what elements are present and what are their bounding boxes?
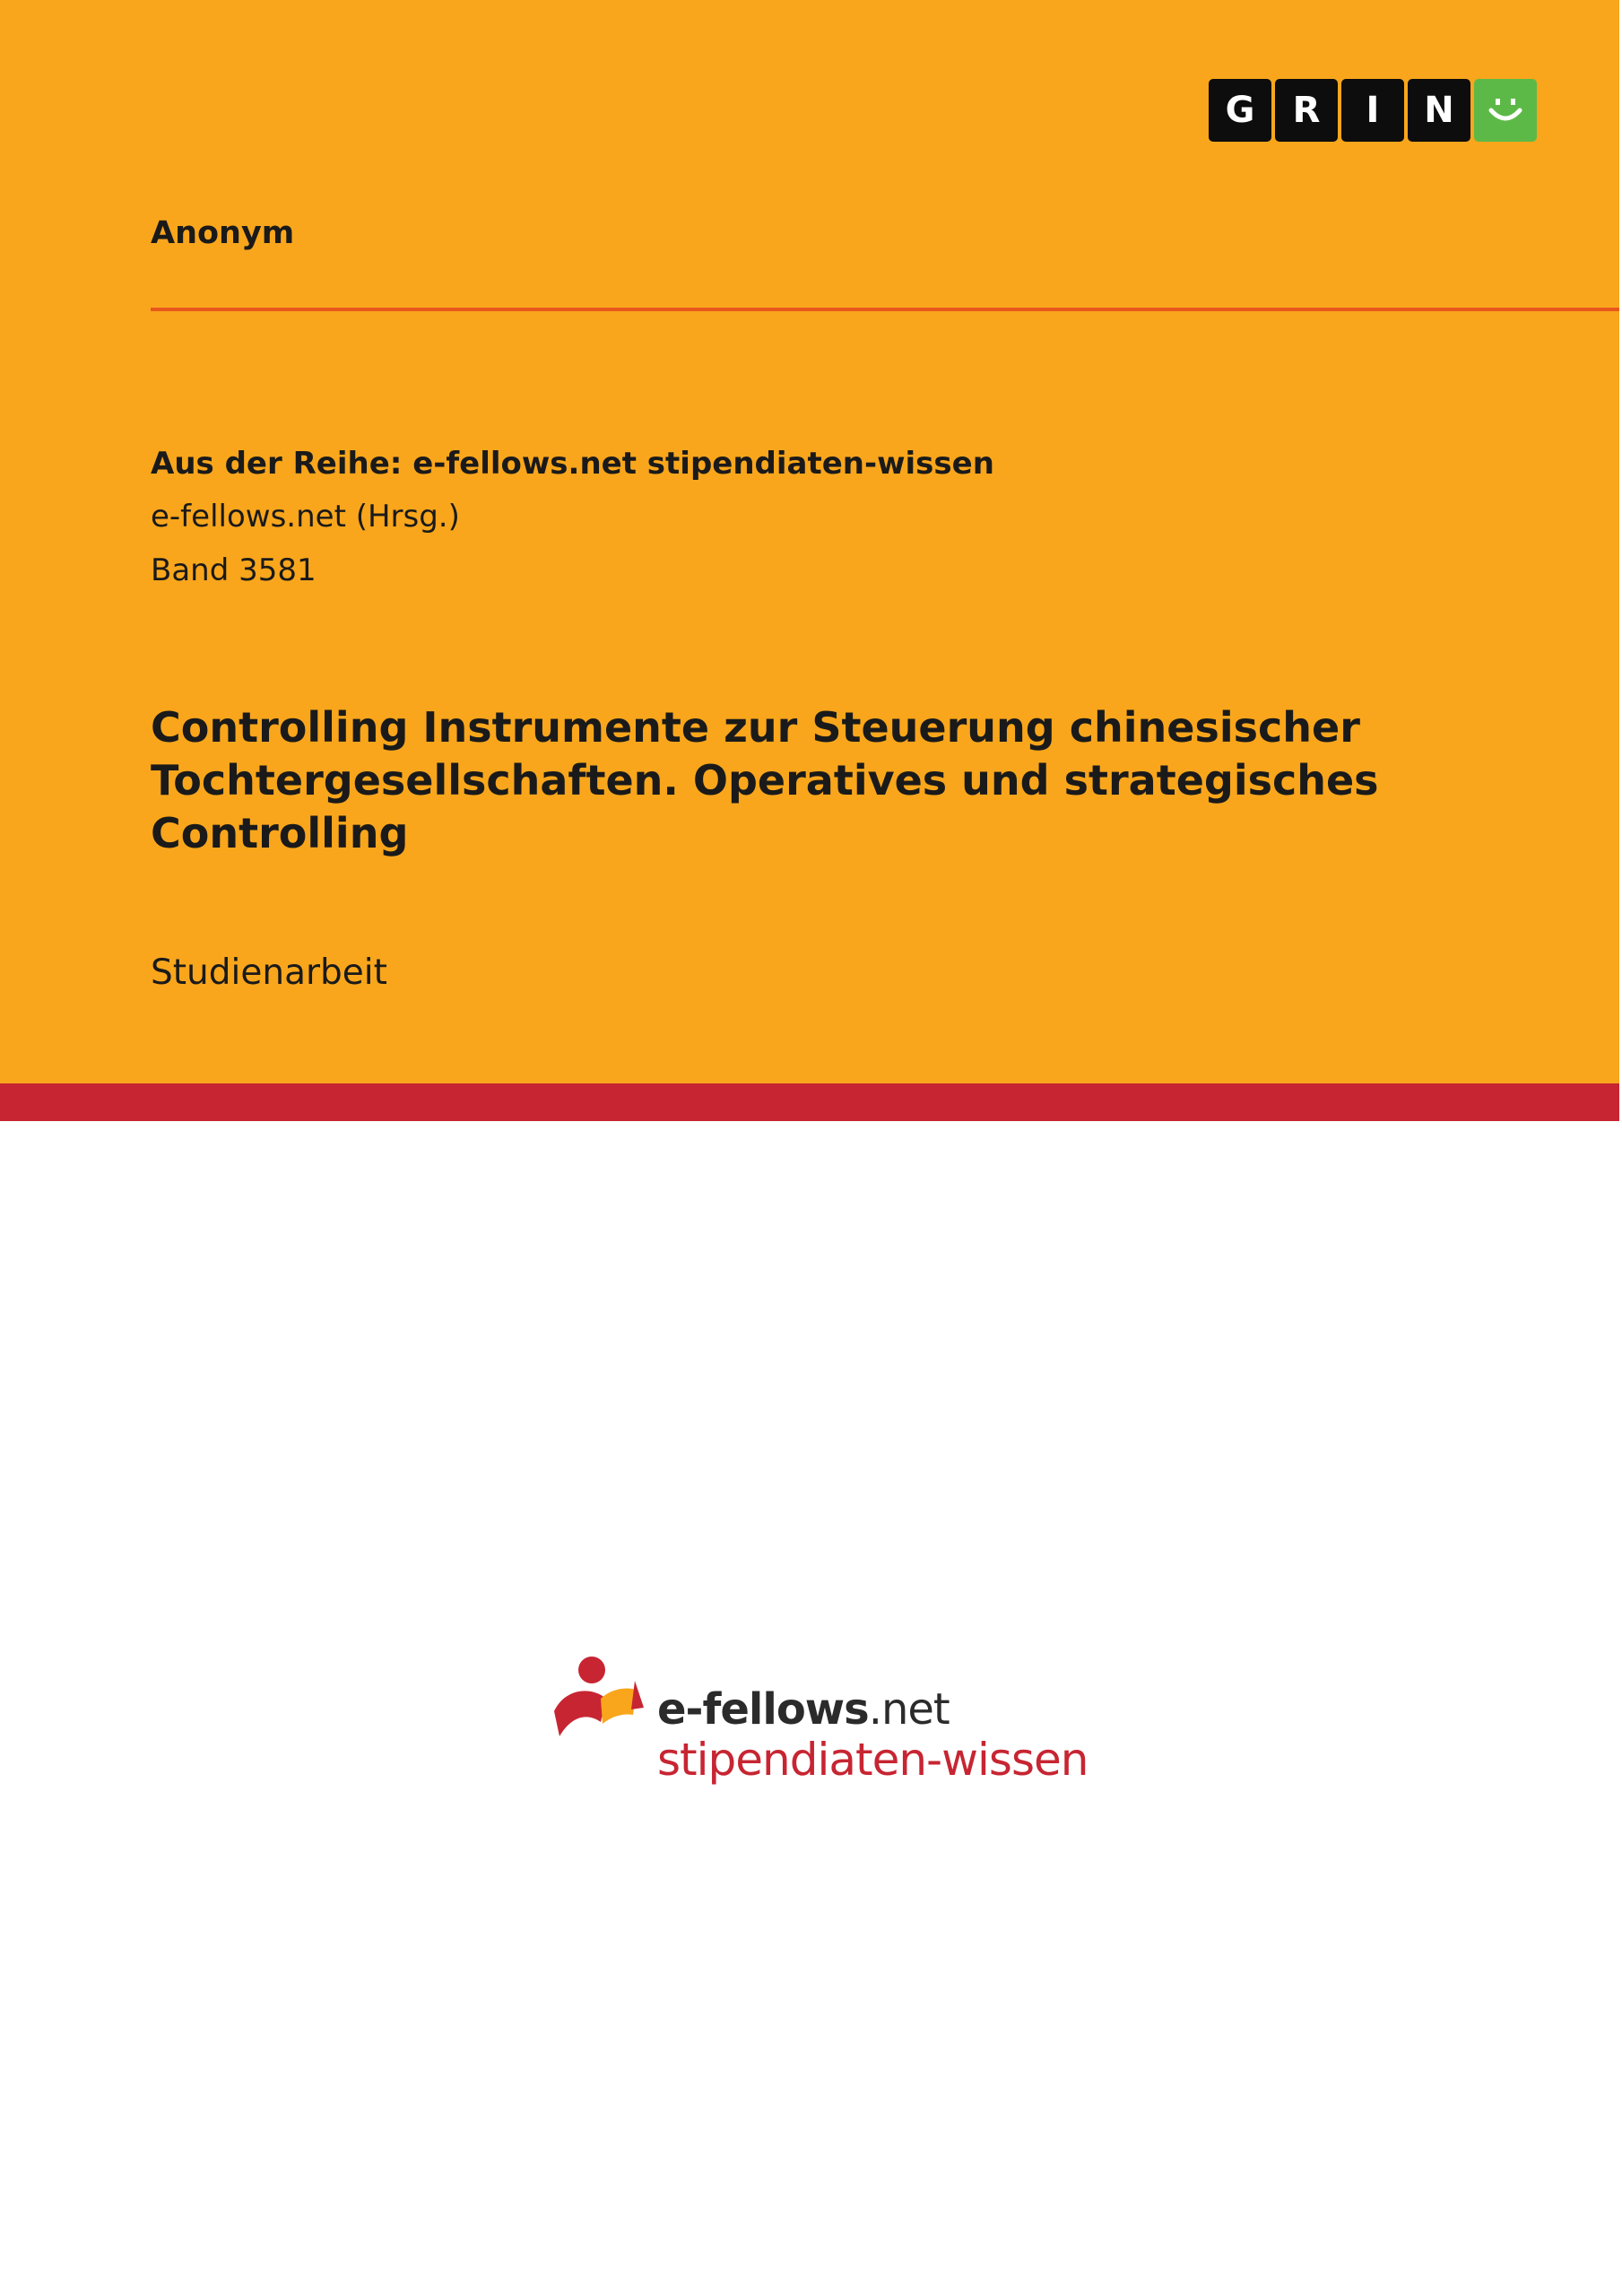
series-editor: e-fellows.net (Hrsg.) [151, 499, 460, 535]
grin-letter-r: R [1275, 79, 1338, 142]
efellows-logo [547, 1650, 1089, 1794]
grin-letter-g: G [1209, 79, 1271, 142]
cover-background [0, 0, 1619, 1083]
author-name: Anonym [151, 215, 295, 251]
document-title: Controlling Instrumente zur Steuerung chinesischer Tochtergesellschaften. Operatives und strategisches Controlling [151, 703, 1379, 857]
document-type: Studienarbeit [151, 952, 387, 993]
efellows-mark-icon [547, 1650, 647, 1751]
grin-logo [1209, 79, 1537, 142]
efellows-tagline: stipendiaten-wissen [657, 1734, 1089, 1786]
series-volume: Band 3581 [151, 552, 317, 588]
series-line: Aus der Reihe: e-fellows.net stipendiaten-wissen [151, 446, 994, 482]
divider-line [151, 308, 1619, 311]
efellows-name-bold: e-fellows [657, 1684, 869, 1735]
smiley-icon [1474, 79, 1537, 142]
efellows-name-suffix: .net [868, 1684, 950, 1735]
grin-letter-n: N [1408, 79, 1470, 142]
efellows-name [657, 1684, 950, 1735]
grin-letter-i: I [1341, 79, 1404, 142]
cover-band [0, 1083, 1619, 1121]
